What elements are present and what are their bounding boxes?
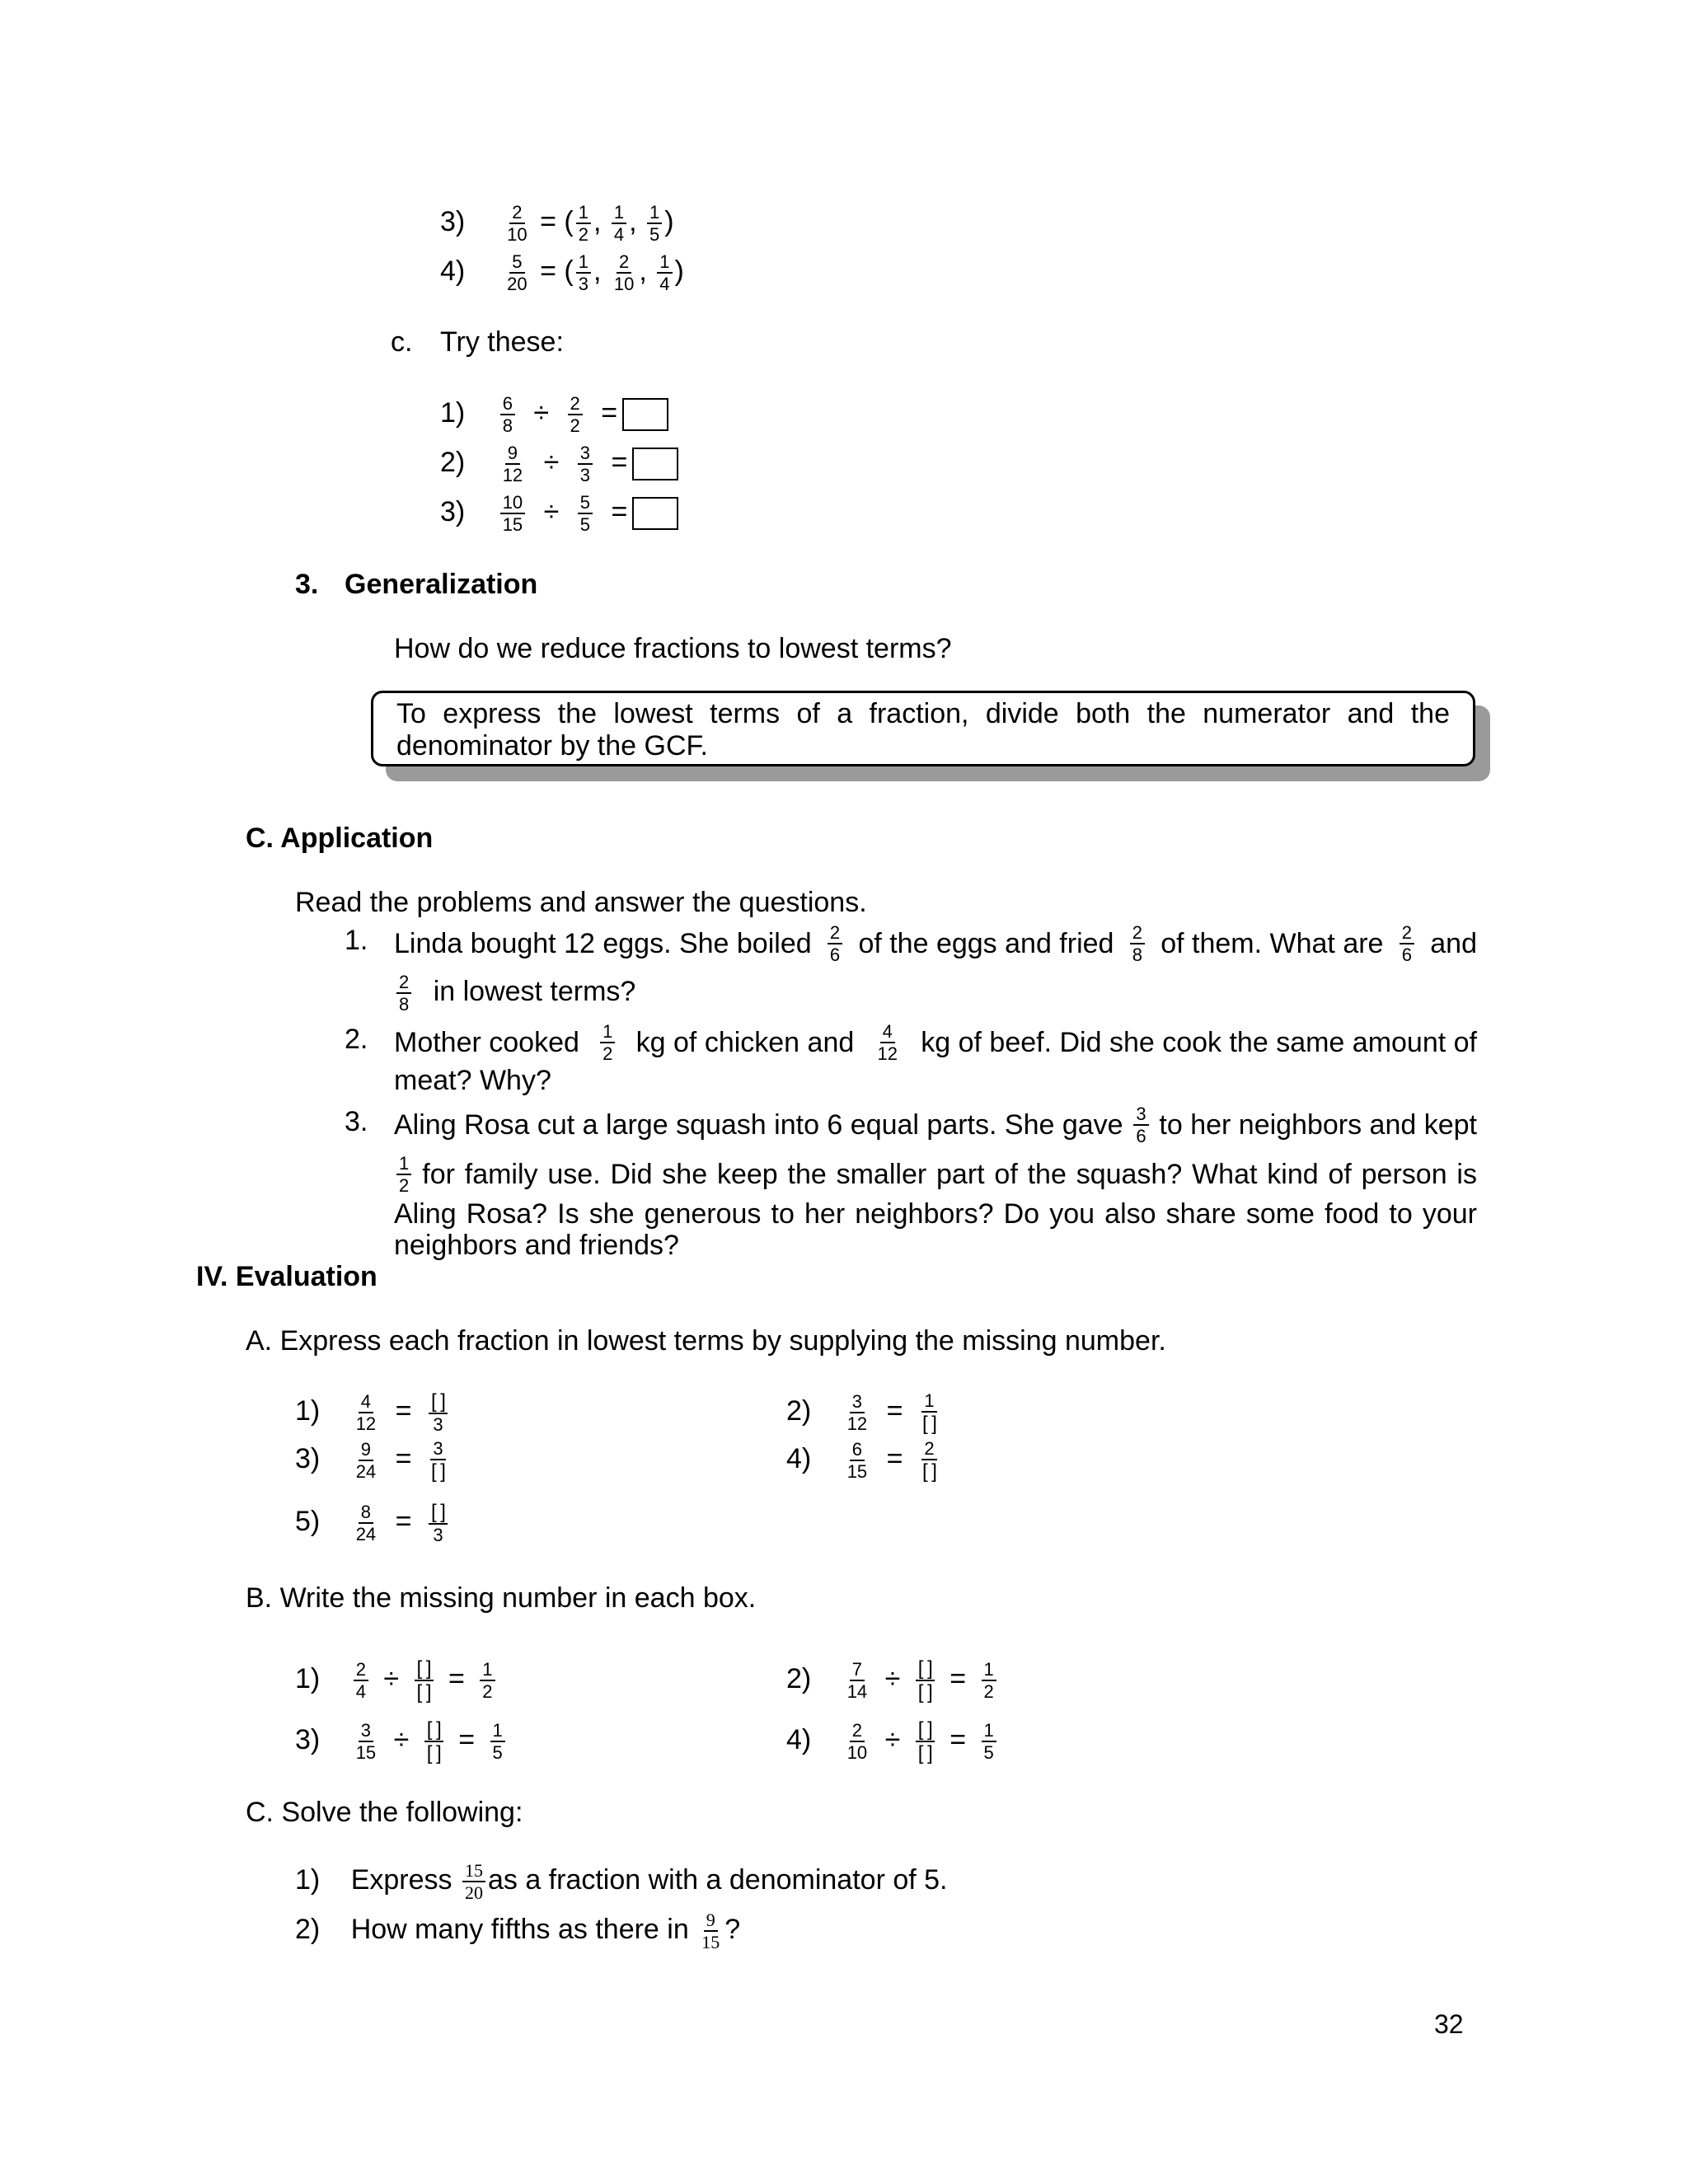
eval-c-item-2: 2) How many fifths as there in $\frac{9}{15}$ ? (295, 1910, 741, 1953)
top-item-3: 3) $\frac{2}{10}$ = ( $\frac{1}{2}$ , $\frac{1}{4}$ , $\frac{1}{5}$ ) (440, 202, 674, 246)
problem-3-number: 3. (345, 1106, 368, 1137)
answer-fraction[interactable]: 3 [ ] (430, 1438, 445, 1483)
problem-1-line2: $\frac{2}{8}$ in lowest terms? (394, 972, 635, 1014)
try-item-3: 3) $\frac{10}{15}$ ÷ $\frac{5}{5}$ = (440, 493, 678, 534)
fraction: $\frac{7}{14}$ (846, 1659, 868, 1703)
fraction: $\frac{1}{2}$ (480, 1660, 495, 1701)
fraction: $\frac{9}{24}$ (355, 1439, 377, 1483)
answer-fraction[interactable]: 1 [ ] (921, 1390, 936, 1436)
evaluation-c-title: C. Solve the following: (246, 1797, 523, 1828)
blank-fraction[interactable]: [ ] [ ] (916, 1658, 935, 1703)
answer-fraction[interactable]: 2 [ ] (921, 1438, 936, 1483)
fraction: $\frac{9}{12}$ (502, 443, 523, 486)
answer-fraction[interactable]: [ ] 3 (429, 1502, 448, 1544)
item-number: 3) (440, 206, 466, 238)
evaluation-a-title: A. Express each fraction in lowest terms by supplying the missing number. (246, 1325, 1166, 1357)
problem-3-line3: Aling Rosa? Is she generous to her neighbors? Do you also share some food to your (394, 1198, 1477, 1230)
option-fraction: $\frac{1}{4}$ (612, 203, 626, 244)
problem-3-line4: neighbors and friends? (394, 1230, 679, 1261)
fraction: $\frac{2}{10}$ (846, 1720, 868, 1764)
fraction: $\frac{3}{15}$ (355, 1720, 377, 1764)
generalization-heading: Generalization (345, 569, 538, 600)
generalization-box (371, 691, 1475, 766)
problem-1-number: 1. (345, 925, 368, 956)
problem-1-line1: Linda bought 12 eggs. She boiled 2 6 of the eggs and fried 2 8 of them. What are 2 6 and (394, 922, 1477, 966)
generalization-number: 3. (295, 569, 319, 600)
option-fraction: $\frac{1}{4}$ (657, 252, 672, 293)
page-number: 32 (1434, 2009, 1464, 2039)
fraction: $\frac{8}{24}$ (355, 1502, 377, 1545)
generalization-question: How do we reduce fractions to lowest terms? (394, 633, 952, 664)
problem-3-line2: 1 2 for family use. Did she keep the smaller part of the squash? What kind of person is (394, 1154, 1477, 1195)
answer-box[interactable] (632, 497, 678, 530)
eval-a-item-2: 2) $\frac{3}{12}$ = 1 [ ] (786, 1391, 941, 1434)
option-fraction: $\frac{1}{3}$ (576, 252, 591, 293)
fraction: 1 2 (396, 1154, 411, 1195)
fraction: $\frac{1}{5}$ (982, 1721, 996, 1762)
blank-fraction[interactable]: [ ] [ ] (424, 1719, 443, 1764)
eval-a-item-4: 4) $\frac{6}{15}$ = 2 [ ] (786, 1439, 941, 1482)
fraction: $\frac{3}{3}$ (578, 443, 593, 485)
fraction: $\frac{1}{2}$ (982, 1660, 996, 1701)
problem-3-line1: Aling Rosa cut a large squash into 6 equal parts. She gave 3 6 to her neighbors and kept (394, 1104, 1477, 1147)
answer-box[interactable] (622, 398, 668, 431)
fraction: 1 2 (600, 1022, 615, 1063)
fraction: $\frac{2}{2}$ (568, 394, 583, 435)
item-number: 4) (440, 255, 466, 288)
fraction: 2 6 (828, 923, 842, 964)
fraction: $\frac{4}{12}$ (355, 1391, 377, 1435)
fraction: $\frac{9}{15}$ (701, 1910, 720, 1953)
fraction: $\frac{2}{8}$ (396, 972, 411, 1014)
evaluation-b-title: B. Write the missing number in each box. (246, 1582, 757, 1614)
fraction: $\frac{2}{10}$ (507, 202, 528, 246)
blank-fraction[interactable]: [ ] [ ] (415, 1658, 434, 1703)
try-item-1: 1) $\frac{6}{8}$ ÷ $\frac{2}{2}$ = (440, 394, 668, 435)
answer-fraction[interactable]: [ ] 3 (429, 1391, 448, 1434)
option-fraction: $\frac{1}{5}$ (647, 203, 662, 244)
fraction: $\frac{5}{20}$ (507, 251, 528, 295)
fraction: $\frac{2}{4}$ (354, 1660, 368, 1701)
fraction: $\frac{5}{5}$ (578, 493, 593, 534)
evaluation-heading: IV. Evaluation (196, 1261, 377, 1292)
option-fraction: $\frac{1}{2}$ (576, 203, 591, 244)
eval-a-item-3: 3) $\frac{9}{24}$ = 3 [ ] (295, 1439, 450, 1482)
try-these-label: c. (391, 326, 413, 358)
fraction: 2 8 (1130, 923, 1145, 964)
application-heading: C. Application (246, 823, 434, 854)
fraction: $\frac{3}{12}$ (846, 1391, 868, 1435)
problem-2-line2: meat? Why? (394, 1065, 551, 1096)
problem-2-number: 2. (345, 1024, 368, 1055)
try-item-2: 2) $\frac{9}{12}$ ÷ $\frac{3}{3}$ = (440, 443, 678, 485)
option-fraction: $\frac{2}{10}$ (613, 251, 635, 295)
fraction: 4 12 (877, 1021, 898, 1065)
fraction: $\frac{1}{5}$ (490, 1721, 505, 1762)
application-intro: Read the problems and answer the questions. (295, 887, 867, 918)
generalization-box-line1: To express the lowest terms of a fraction, divide both the numerator and the (396, 698, 1450, 729)
eval-b-item-2: 2) $\frac{7}{14}$ ÷ [ ] [ ] = $\frac{1}{2}$ (786, 1658, 999, 1703)
eval-a-item-1: 1) $\frac{4}{12}$ = [ ] 3 (295, 1391, 450, 1434)
fraction: $\frac{6}{15}$ (846, 1439, 868, 1483)
answer-box[interactable] (632, 448, 678, 480)
fraction: $\frac{6}{8}$ (500, 394, 515, 435)
eval-b-item-1: 1) $\frac{2}{4}$ ÷ [ ] [ ] = $\frac{1}{2}$ (295, 1658, 498, 1703)
generalization-box-line2: denominator by the GCF. (396, 730, 708, 762)
eval-b-item-3: 3) $\frac{3}{15}$ ÷ [ ] [ ] = $\frac{1}{5}$ (295, 1719, 508, 1764)
problem-2-line1: Mother cooked 1 2 kg of chicken and 4 12 kg of beef. Did she cook the same amount of (394, 1021, 1477, 1065)
eval-b-item-4: 4) $\frac{2}{10}$ ÷ [ ] [ ] = $\frac{1}{5}$ (786, 1719, 999, 1764)
blank-fraction[interactable]: [ ] [ ] (916, 1719, 935, 1764)
eval-a-item-5: 5) $\frac{8}{24}$ = [ ] 3 (295, 1502, 450, 1544)
fraction: 2 6 (1400, 923, 1414, 964)
fraction: $\frac{10}{15}$ (500, 493, 525, 534)
fraction: $\frac{15}{20}$ (462, 1861, 485, 1902)
top-item-4: 4) $\frac{5}{20}$ = ( $\frac{1}{3}$ , $\frac{2}{10}$ , $\frac{1}{4}$ ) (440, 251, 684, 295)
eval-c-item-1: 1) Express $\frac{15}{20}$ as a fraction with a denominator of 5. (295, 1860, 948, 1904)
fraction: 3 6 (1133, 1104, 1148, 1146)
try-these-title: Try these: (440, 326, 564, 358)
